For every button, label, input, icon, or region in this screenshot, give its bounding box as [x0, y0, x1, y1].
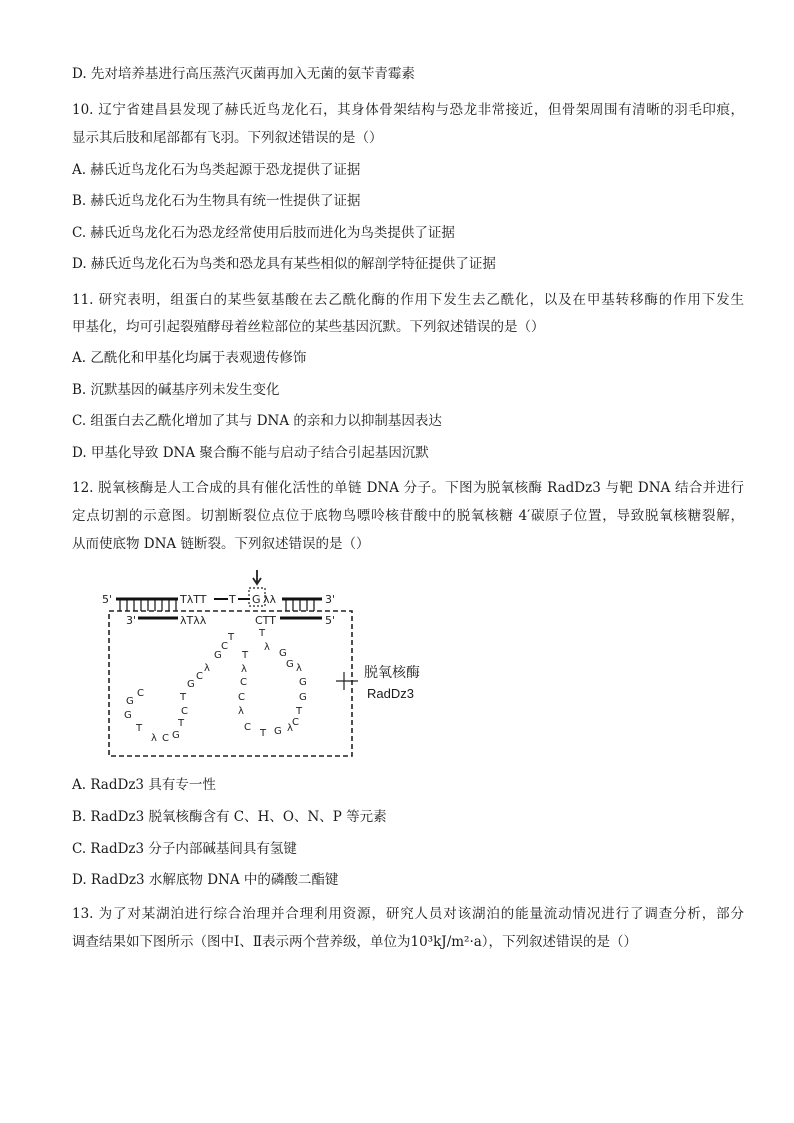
q11-option-b: B. 沉默基因的碱基序列未发生变化 — [72, 382, 280, 398]
loop-base: C — [137, 688, 144, 699]
q12-stem-line-2: 定点切割的示意图。切割断裂位点位于底物鸟嘌呤核苷酸中的脱氧核糖 4′碳原子位置，导致脱氧核糖裂解， — [72, 508, 744, 524]
loop-base: C — [196, 671, 203, 682]
cleavage-arrow-icon — [253, 570, 261, 584]
q13-stem-line-1: 13. 为了对某湖泊进行综合治理并合理利用资源，研究人员对该湖泊的能量流动情况进行了调查分析，部分 — [72, 906, 744, 922]
q12-option-b: B. RadDz3 脱氧核酶含有 C、H、O、N、P 等元素 — [72, 809, 387, 825]
loop-base: C — [238, 692, 245, 703]
loop-base: T — [180, 692, 187, 703]
top-seq-mid: T — [229, 593, 236, 606]
top-strand-5prime: 5' — [102, 593, 113, 606]
loop-base: G — [126, 696, 134, 707]
loop-base: C — [162, 733, 169, 744]
q10-option-b: B. 赫氏近鸟龙化石为生物具有统一性提供了证据 — [72, 193, 361, 209]
loop-base: λ — [204, 663, 210, 674]
base-pair-ticks — [120, 600, 314, 611]
loop-base: T — [296, 706, 303, 717]
loop-base: λ — [287, 723, 293, 734]
q12-stem-line-1: 12. 脱氧核酶是人工合成的具有催化活性的单链 DNA 分子。下图为脱氧核酶 RadDz3 与靶 DNA 结合并进行 — [72, 480, 744, 496]
bottom-seq-right: CTT — [255, 614, 276, 627]
q12-option-c: C. RadDz3 分子内部碱基间具有氢键 — [72, 841, 297, 857]
bottom-strand-5prime: 5' — [325, 614, 336, 627]
q12-option-a: A. RadDz3 具有专一性 — [72, 777, 216, 793]
q10-option-c: C. 赫氏近鸟龙化石为恐龙经常使用后肢而进化为鸟类提供了证据 — [72, 225, 455, 241]
loop-base: G — [187, 679, 195, 690]
top-seq-left: TλTT — [180, 593, 207, 606]
loop-base: T — [259, 628, 266, 639]
loop-base: T — [260, 728, 267, 739]
loop-base: λ — [241, 664, 247, 675]
loop-base: λ — [296, 663, 302, 674]
q11-stem-line-1: 11. 研究表明，组蛋白的某些氨基酸在去乙酰化酶的作用下发生去乙酰化，以及在甲基转移酶的作用下发生 — [72, 292, 744, 308]
q13-stem-line-2: 调查结果如下图所示（图中Ⅰ、Ⅱ表示两个营养级，单位为10³kJ/m²·a），下列叙述错误的是（） — [72, 934, 638, 950]
loop-base: C — [181, 706, 188, 717]
q9-option-d: D. 先对培养基进行高压蒸汽灭菌再加入无菌的氨苄青霉素 — [72, 66, 415, 82]
q11-stem-line-2: 甲基化，均可引起裂殖酵母着丝粒部位的某些基因沉默。下列叙述错误的是（） — [72, 319, 545, 335]
q11-option-c: C. 组蛋白去乙酰化增加了其与 DNA 的亲和力以抑制基因表达 — [72, 413, 442, 429]
q10-stem-line-1: 10. 辽宁省建昌县发现了赫氏近鸟龙化石，其身体骨架结构与恐龙非常接近，但骨架周围有清晰的羽毛印痕， — [72, 102, 744, 118]
loop-base: G — [299, 677, 307, 688]
q10-option-d: D. 赫氏近鸟龙化石为鸟类和恐龙具有某些相似的解剖学特征提供了证据 — [72, 256, 496, 272]
loop-base: C — [244, 722, 251, 733]
loop-base: G — [279, 648, 287, 659]
loop-base: C — [240, 677, 247, 688]
loop-base: λ — [264, 642, 270, 653]
loop-bases — [124, 628, 307, 744]
loop-base: G — [124, 710, 132, 721]
top-seq-g: G — [252, 593, 261, 606]
q12-option-d: D. RadDz3 水解底物 DNA 中的磷酸二酯键 — [72, 872, 339, 888]
top-seq-right: λλ — [263, 593, 277, 606]
loop-base: T — [136, 723, 143, 734]
loop-base: G — [214, 650, 222, 661]
loop-base: T — [228, 632, 235, 643]
loop-base: G — [172, 730, 180, 741]
q11-option-d: D. 甲基化导致 DNA 聚合酶不能与启动子结合引起基因沉默 — [72, 445, 429, 461]
loop-base: G — [286, 659, 294, 670]
deoxyribozyme-label: 脱氧核酶 — [364, 665, 420, 681]
loop-base: T — [178, 718, 185, 729]
q10-stem-line-2: 显示其后肢和尾部都有飞羽。下列叙述错误的是（） — [72, 130, 383, 146]
radDz3-label: RadDz3 — [367, 686, 414, 701]
bottom-seq-left: λTλλ — [180, 614, 207, 627]
loop-base: G — [299, 692, 307, 703]
loop-base: T — [242, 650, 249, 661]
loop-base: G — [274, 726, 282, 737]
top-strand-3prime: 3' — [325, 593, 336, 606]
q12-stem-line-3: 从而使底物 DNA 链断裂。下列叙述错误的是（） — [72, 536, 370, 552]
q10-option-a: A. 赫氏近鸟龙化石为鸟类起源于恐龙提供了证据 — [72, 162, 361, 178]
loop-base: λ — [238, 706, 244, 717]
loop-base: C — [221, 641, 228, 652]
bottom-strand-3prime: 3' — [126, 614, 137, 627]
q11-option-a: A. 乙酰化和甲基化均属于表观遗传修饰 — [72, 350, 307, 366]
loop-base: C — [292, 717, 299, 728]
loop-base: λ — [151, 733, 157, 744]
